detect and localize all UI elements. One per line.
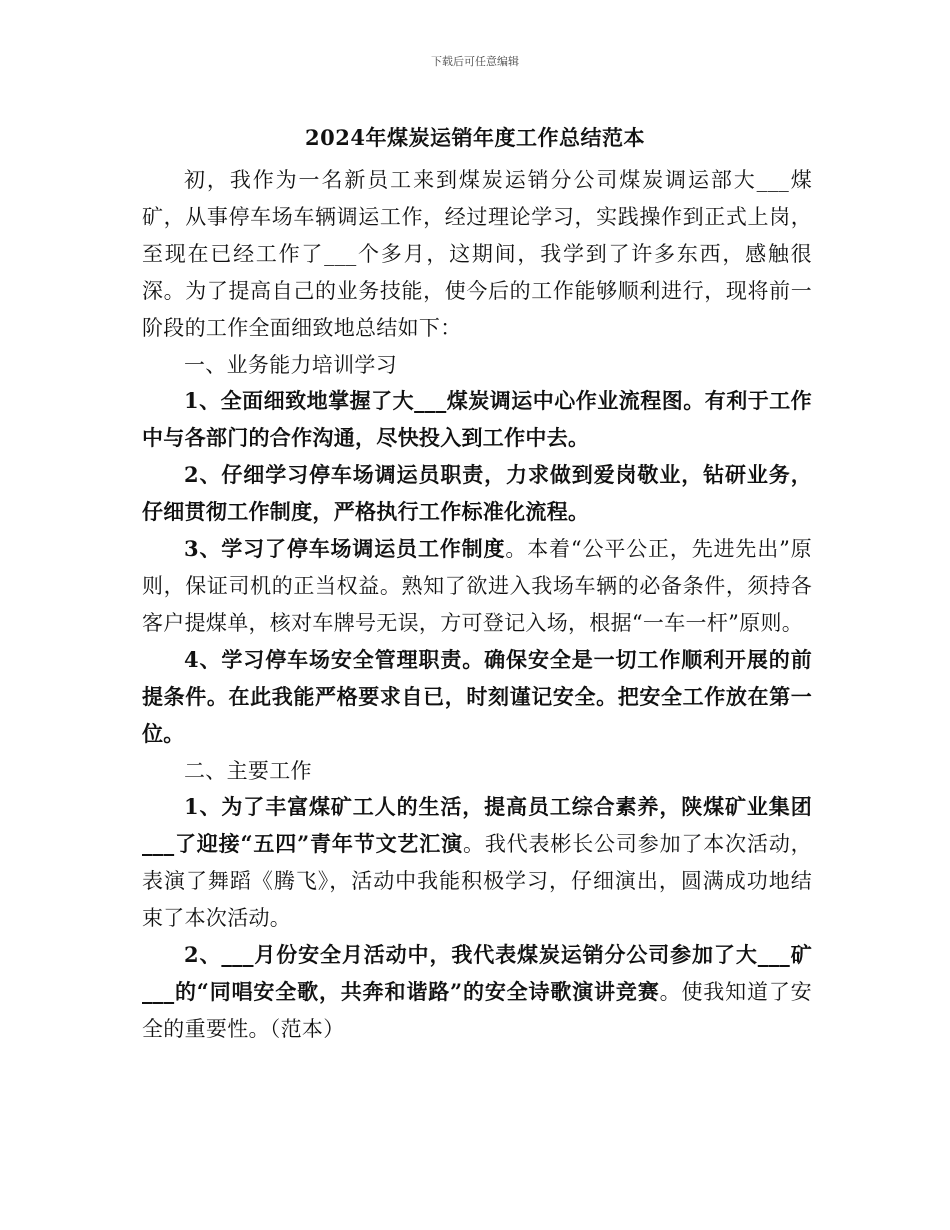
work-item-1-text: 。我代表彬长公司参加了本次活动，表演了舞蹈《腾飞》，活动中我能积极学习，仔细演出，圆满成功地结束了本次活动。: [142, 832, 812, 931]
work-item-1-bold: 1、为了丰富煤矿工人的生活，提高员工综合素养，陕煤矿业集团___了迎接“五四”青年节文艺汇演: [142, 794, 812, 857]
intro-paragraph: 初，我作为一名新员工来到煤炭运销分公司煤炭调运部大___煤矿，从事停车场车辆调运工作，经过理论学习，实践操作到正式上岗，至现在已经工作了___个多月，这期间，我学到了许多东西，感触很深。为了提高自己的业务技能，使今后的工作能够顺利进行，现将前一阶段的工作全面细致地总结如下：: [142, 168, 812, 340]
work-item-1: [142, 789, 812, 937]
training-item-4: [142, 642, 812, 753]
training-item-3-bold: 3、学习了停车场调运员工作制度: [184, 536, 506, 562]
training-item-2: [142, 457, 812, 531]
training-item-4-bold: 4、学习停车场安全管理职责。确保安全是一切工作顺利开展的前提条件。在此我能严格要求自已，时刻谨记安全。把安全工作放在第一位。: [142, 646, 812, 746]
training-item-3-text: 。本着“公平公正，先进先出”原则，保证司机的正当权益。熟知了欲进入我场车辆的必备条件，须持各客户提煤单，核对车牌号无误，方可登记入场，根据“一车一杆”原则。: [142, 537, 812, 635]
document-title: 2024年煤炭运销年度工作总结范本: [305, 125, 645, 150]
work-item-2-text: 。使我知道了安全的重要性。（范本）: [142, 979, 812, 1041]
section-heading-main-work: 二、主要工作: [184, 758, 312, 783]
section-heading-training: 一、业务能力培训学习: [184, 352, 397, 377]
training-item-1-bold: 1、全面细致地掌握了大___煤炭调运中心作业流程图。有利于工作中与各部门的合作沟通，尽快投入到工作中去。: [142, 388, 812, 451]
work-item-2: [142, 937, 812, 1048]
document-body: [142, 162, 812, 1048]
training-item-1: [142, 383, 812, 457]
page-header-note: 下载后可任意编辑: [431, 55, 519, 68]
training-item-3: [142, 531, 812, 642]
work-item-2-bold: 2、___月份安全月活动中，我代表煤炭运销分公司参加了大___矿___的“同唱安全歌，共奔和谐路”的安全诗歌演讲竞赛: [142, 942, 812, 1004]
training-item-2-bold: 2、仔细学习停车场调运员职责，力求做到爱岗敬业，钻研业务，仔细贯彻工作制度，严格执行工作标准化流程。: [142, 462, 812, 525]
